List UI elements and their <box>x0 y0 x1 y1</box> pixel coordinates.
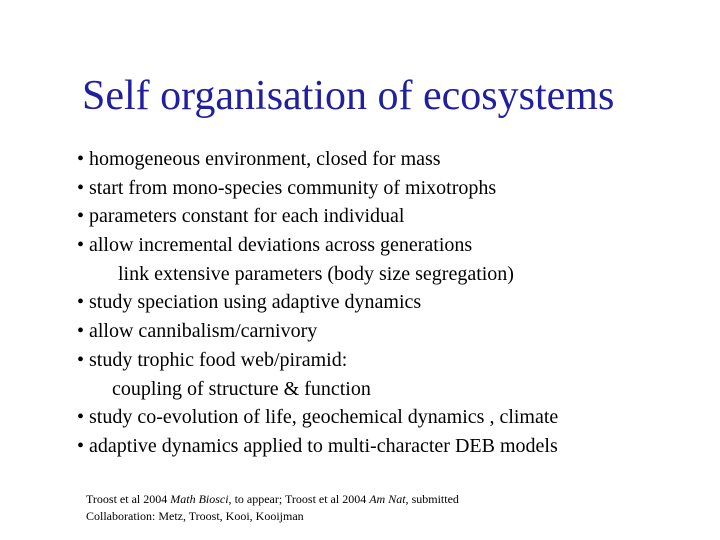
bullet-subline: coupling of structure & function <box>112 377 371 400</box>
bullet-list <box>77 145 707 461</box>
bullet-item: • parameters constant for each individual <box>77 205 405 228</box>
references <box>86 491 459 525</box>
collaboration-line: Collaboration: Metz, Troost, Kooi, Kooijman <box>86 509 304 523</box>
bullet-subline: link extensive parameters (body size segregation) <box>118 262 514 285</box>
bullet-item: • start from mono-species community of mixotrophs <box>77 176 497 199</box>
bullet-item: • study speciation using adaptive dynamics <box>77 291 422 314</box>
slide-title: Self organisation of ecosystems <box>82 73 615 119</box>
journal-name: Am Nat, <box>369 492 409 506</box>
bullet-item: • allow cannibalism/carnivory <box>77 320 318 343</box>
bullet-item: • adaptive dynamics applied to multi-character DEB models <box>77 434 558 457</box>
reference-text: submitted <box>408 492 459 506</box>
bullet-item: • study co-evolution of life, geochemical dynamics , climate <box>77 406 559 429</box>
bullet-item: • study trophic food web/piramid: <box>77 348 348 371</box>
journal-name: Math Biosci, <box>170 492 232 506</box>
reference-line <box>86 491 459 508</box>
reference-text: Troost et al 2004 <box>86 492 171 506</box>
bullet-item: • allow incremental deviations across generations <box>77 234 473 257</box>
reference-text: to appear; Troost et al 2004 <box>231 492 370 506</box>
bullet-item: • homogeneous environment, closed for mass <box>77 148 441 170</box>
